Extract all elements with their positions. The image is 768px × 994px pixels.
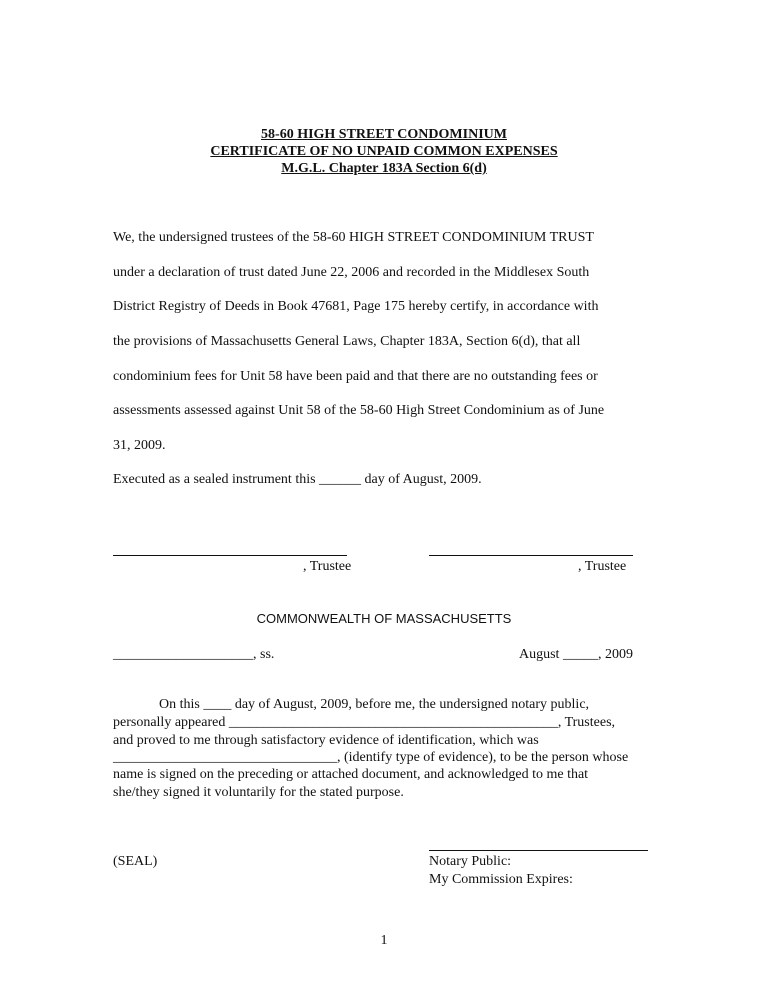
body-line: We, the undersigned trustees of the 58-60 HIGH STREET CONDOMINIUM TRUST — [113, 230, 594, 245]
body-line: condominium fees for Unit 58 have been paid and that there are no outstanding fees or — [113, 369, 598, 384]
notary-line: name is signed on the preceding or attached document, and acknowledged to me that — [113, 767, 589, 782]
notary-public-label: Notary Public: — [429, 854, 512, 869]
trustee-label-right: , Trustee — [578, 559, 627, 574]
statute-reference: M.G.L. Chapter 183A Section 6(d) — [281, 161, 487, 176]
commonwealth-heading: COMMONWEALTH OF MASSACHUSETTS — [256, 611, 512, 626]
trustee-signature-line-left — [113, 555, 347, 556]
trustee-label-left: , Trustee — [303, 559, 352, 574]
notary-line: personally appeared _______________________________________________, Trustees, — [113, 715, 616, 730]
executed-line: Executed as a sealed instrument this ______ day of August, 2009. — [113, 472, 482, 487]
body-line: District Registry of Deeds in Book 47681, Page 175 hereby certify, in accordance with — [113, 299, 599, 314]
notary-signature-line — [429, 850, 648, 851]
body-line: assessments assessed against Unit 58 of the 58-60 High Street Condominium as of June — [113, 403, 605, 418]
document-subtitle: CERTIFICATE OF NO UNPAID COMMON EXPENSES — [210, 144, 558, 159]
seal-label: (SEAL) — [113, 854, 158, 869]
notary-date: August _____, 2009 — [519, 647, 633, 662]
county-ss: ____________________, ss. — [113, 647, 275, 662]
notary-line: she/they signed it voluntarily for the stated purpose. — [113, 785, 404, 800]
notary-line: On this ____ day of August, 2009, before me, the undersigned notary public, — [159, 697, 590, 712]
commission-expires-label: My Commission Expires: — [429, 872, 573, 887]
notary-line: and proved to me through satisfactory evidence of identification, which was — [113, 733, 539, 748]
notary-line: ________________________________, (identify type of evidence), to be the person whose — [113, 750, 629, 765]
page-number: 1 — [380, 933, 388, 948]
document-title: 58-60 HIGH STREET CONDOMINIUM — [261, 127, 507, 142]
body-line: 31, 2009. — [113, 438, 166, 453]
body-line: under a declaration of trust dated June 22, 2006 and recorded in the Middlesex South — [113, 265, 590, 280]
body-line: the provisions of Massachusetts General Laws, Chapter 183A, Section 6(d), that all — [113, 334, 581, 349]
trustee-signature-line-right — [429, 555, 633, 556]
